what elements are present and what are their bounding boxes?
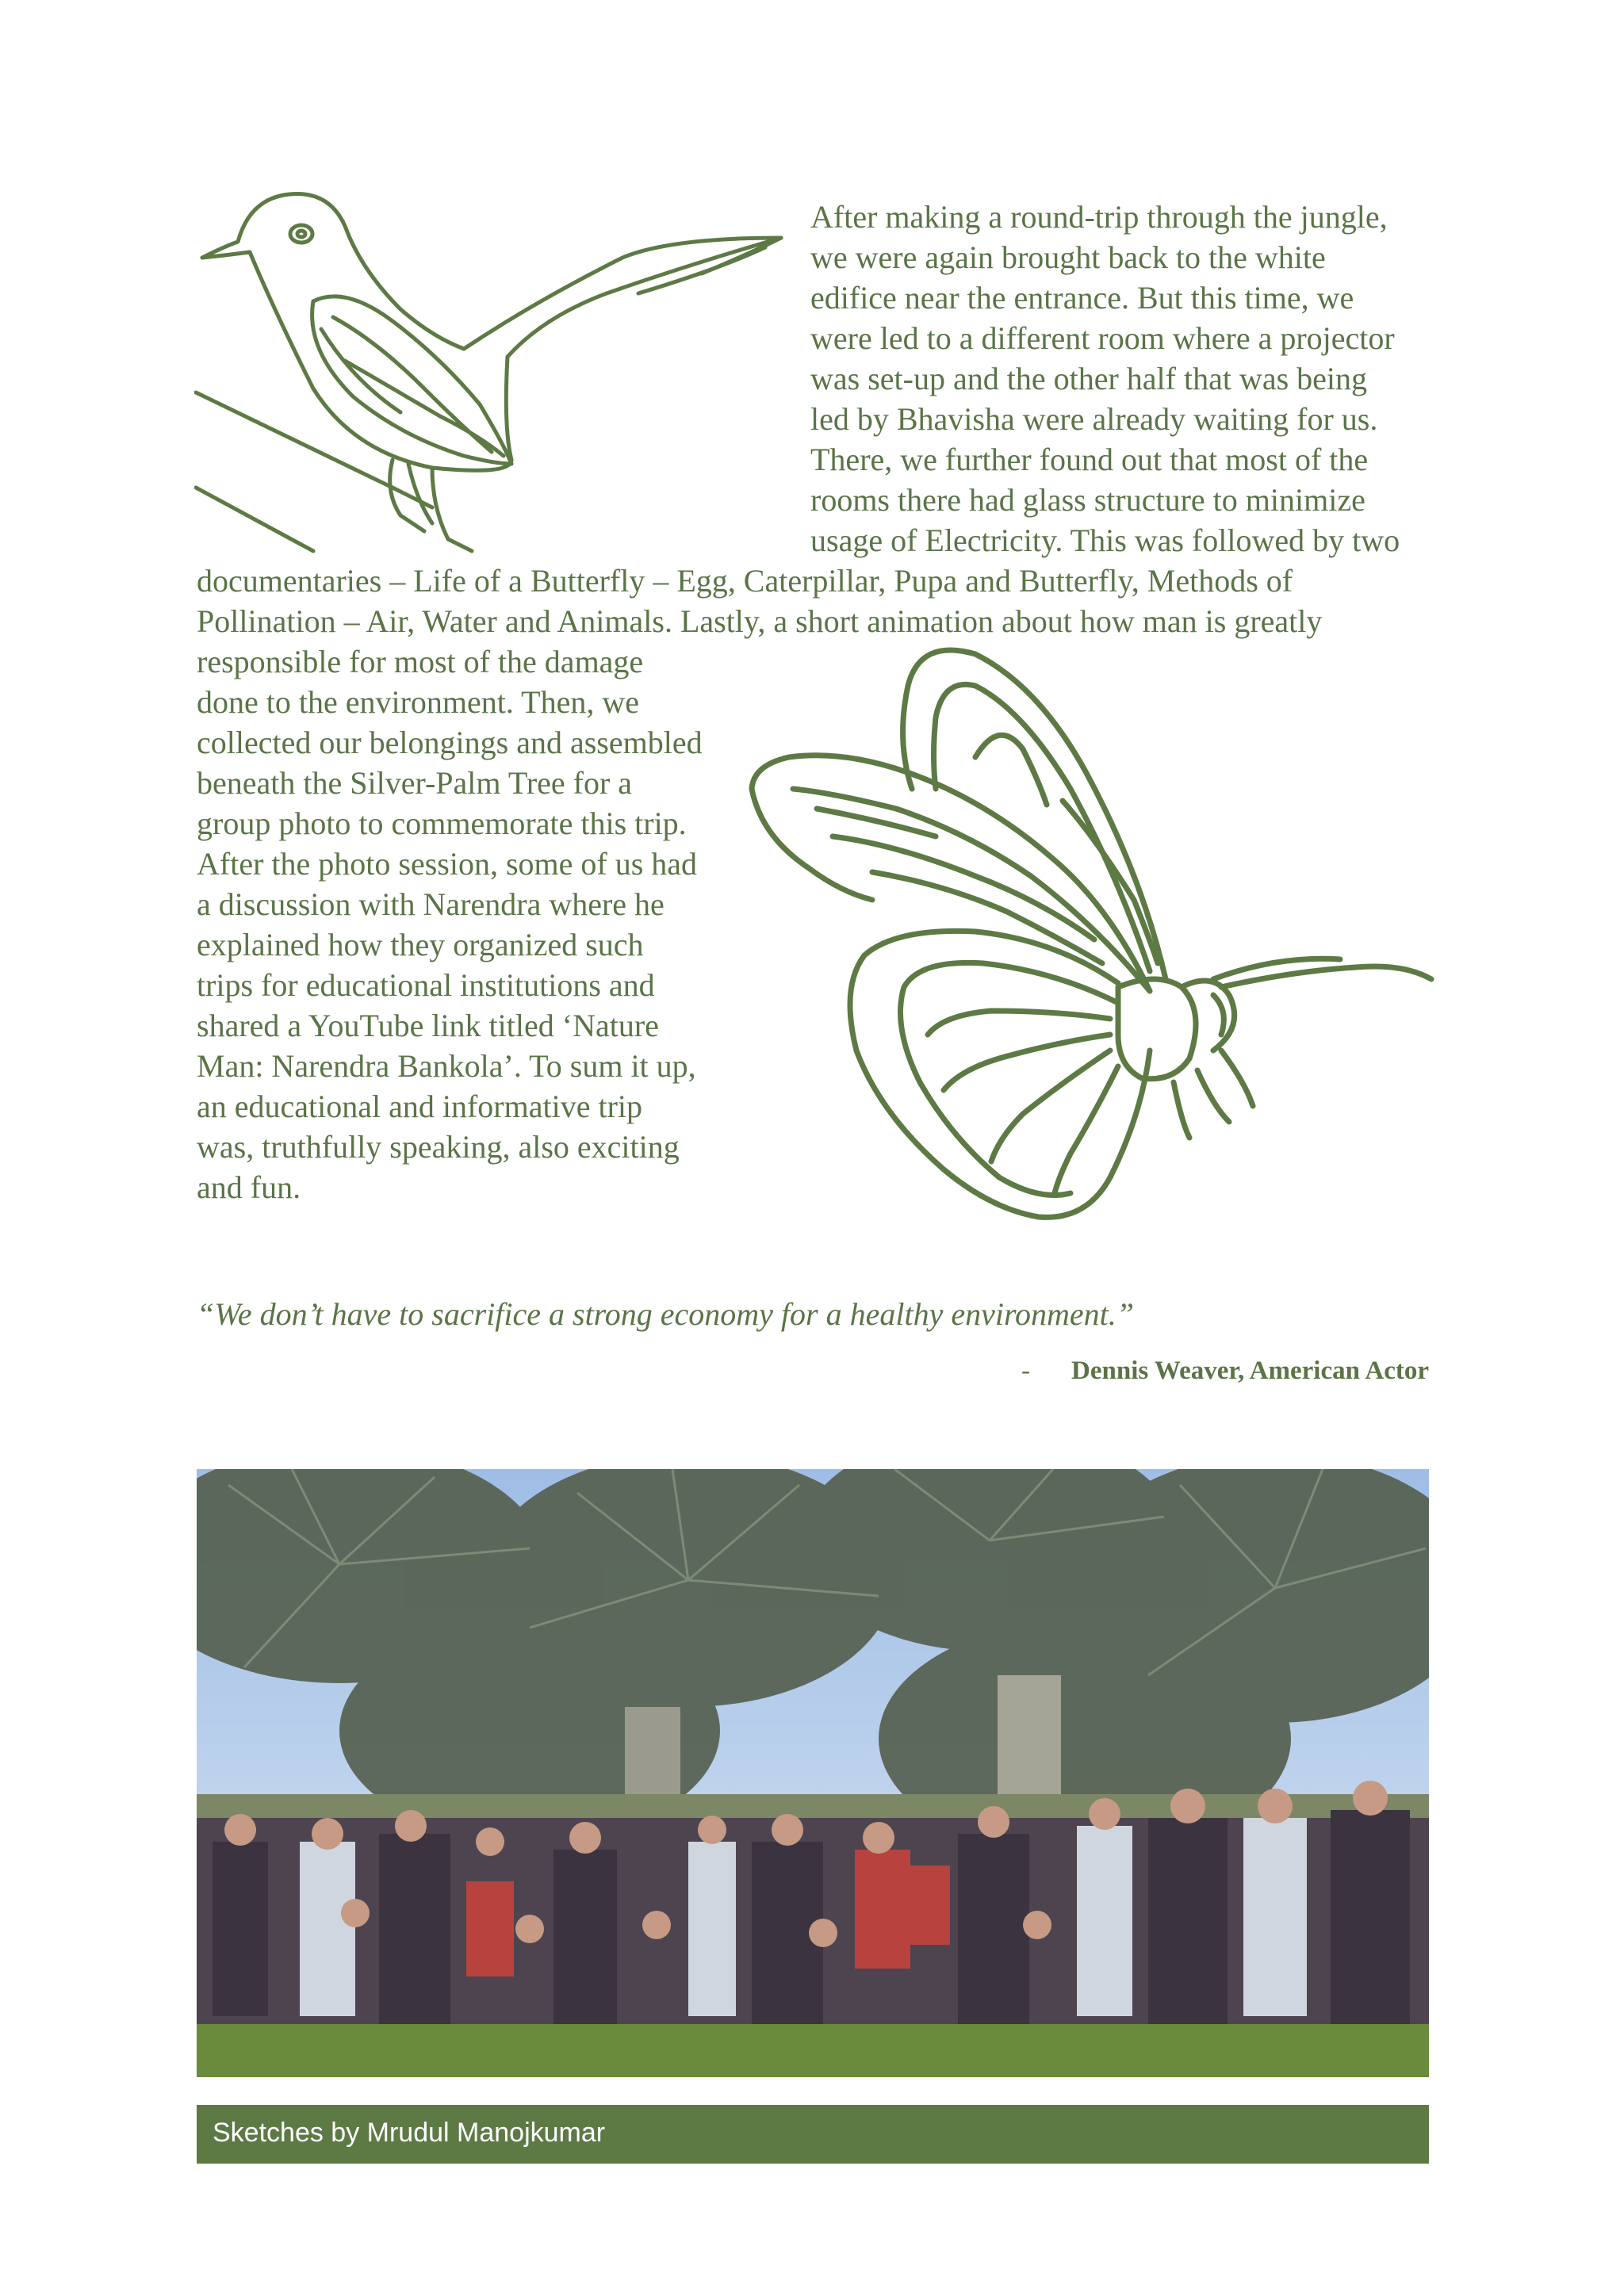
article-line: After making a round-trip through the jungle, [810,199,1388,235]
quote-text: “We don’t have to sacrifice a strong economy for a healthy environment.” [197,1296,1135,1332]
attribution-dash: - [1021,1357,1031,1385]
quote-author: Dennis Weaver, American Actor [1071,1357,1429,1385]
article-line: done to the environment. Then, we [197,684,640,720]
article-line: was set-up and the other half that was being [810,361,1368,396]
article-line: After the photo session, some of us had [197,846,698,882]
article-line: collected our belongings and assembled [197,725,703,760]
article-line: usage of Electricity. This was followed by two [810,522,1400,558]
caption-bar [197,2105,1429,2164]
article-line: we were again brought back to the white [810,239,1326,275]
caption-text: Sketches by Mrudul Manojkumar [213,2118,606,2148]
article-line: responsible for most of the damage [197,644,644,679]
article-line: Pollination – Air, Water and Animals. Lastly, a short animation about how man is greatly [197,603,1323,639]
bird-sketch [194,190,797,563]
quote-attribution [1021,1357,1429,1386]
article-line: shared a YouTube link titled ‘Nature [197,1008,659,1043]
article-line: edifice near the entrance. But this time, we [810,280,1354,316]
article-line: There, we further found out that most of the [810,442,1369,477]
article-line: documentaries – Life of a Butterfly – Egg, Caterpillar, Pupa and Butterfly, Methods of [197,563,1293,599]
article-line: Man: Narendra Bankola’. To sum it up, [197,1048,696,1084]
article-line: was, truthfully speaking, also exciting [197,1129,680,1165]
article-line: group photo to commemorate this trip. [197,806,687,841]
article-line: rooms there had glass structure to minimize [810,482,1365,518]
group-photo [197,1469,1429,2077]
article-line: were led to a different room where a projector [810,320,1395,356]
article-line: an educational and informative trip [197,1089,643,1124]
article-line: beneath the Silver-Palm Tree for a [197,765,633,801]
butterfly-sketch [737,638,1435,1221]
article-line: a discussion with Narendra where he [197,886,665,922]
article-line: and fun. [197,1169,301,1205]
article-line: explained how they organized such [197,927,644,962]
article-line: led by Bhavisha were already waiting for us. [810,401,1378,437]
article-line: trips for educational institutions and [197,967,655,1003]
